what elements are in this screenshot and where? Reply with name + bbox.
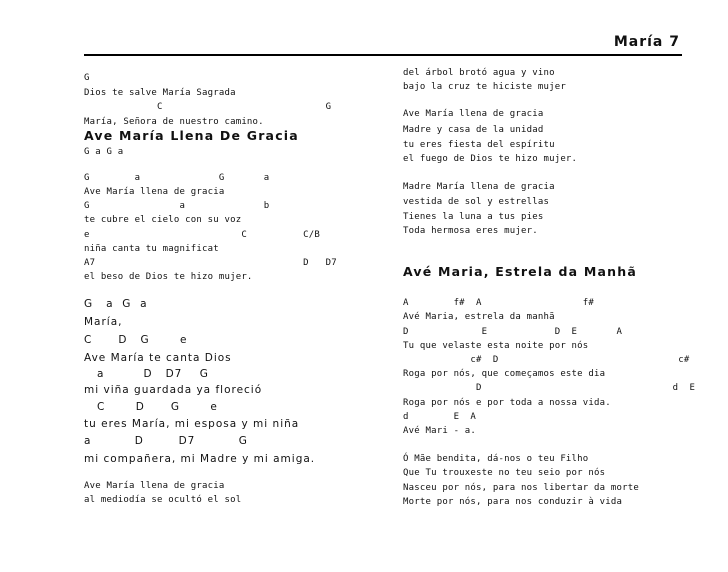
chord-line: A f# A f# — [403, 298, 595, 308]
lyric-line: Ave María llena de gracia — [84, 481, 225, 491]
chord-line: C G — [84, 102, 332, 112]
lyric-line: el beso de Dios te hizo mujer. — [84, 272, 253, 282]
lyric-line: Que Tu trouxeste no teu seio por nós — [403, 468, 606, 478]
lyric-line: Avé Mari - a. — [403, 426, 477, 436]
left-column — [84, 0, 384, 572]
chord-line: c# D c# — [403, 355, 690, 365]
lyric-line: Roga por nós e por toda a nossa vida. — [403, 398, 611, 408]
chord-line: C D G e — [84, 334, 188, 346]
lyric-line: del árbol brotó agua y vino — [403, 68, 555, 78]
lyric-line: te cubre el cielo con su voz — [84, 215, 242, 225]
lyric-line: Morte por nós, para nos conduzir à vida — [403, 497, 623, 507]
song-title: Avé Maria, Estrela da Manhã — [403, 264, 637, 279]
lyric-line: Nasceu por nós, para nos libertar da morte — [403, 483, 639, 493]
lyric-line: Madre y casa de la unidad — [403, 125, 544, 135]
lyric-line: María, — [84, 316, 123, 328]
lyric-line: Ave María llena de gracia — [403, 109, 544, 119]
lyric-line: al mediodía se ocultó el sol — [84, 495, 242, 505]
chord-line: C D G e — [84, 401, 218, 413]
chord-line: G a G a — [84, 147, 124, 157]
lyric-line: mi compañera, mi Madre y mi amiga. — [84, 453, 316, 465]
lyric-line: el fuego de Dios te hizo mujer. — [403, 154, 578, 164]
lyric-line: Ó Mãe bendita, dá-nos o teu Filho — [403, 454, 589, 464]
chord-line: G — [84, 73, 90, 83]
lyric-line: Ave María te canta Dios — [84, 352, 232, 364]
lyric-line: niña canta tu magnificat — [84, 244, 219, 254]
lyric-line: vestida de sol y estrellas — [403, 197, 550, 207]
lyric-line: Roga por nós, que começamos este dia — [403, 369, 606, 379]
song-title: Ave María Llena De Gracia — [84, 128, 299, 143]
lyric-line: mi viña guardada ya floreció — [84, 384, 263, 396]
chord-line: d E A — [403, 412, 477, 422]
chord-line: a D D7 G — [84, 368, 209, 380]
lyric-line: Madre María llena de gracia — [403, 182, 555, 192]
chord-line: D E D E A — [403, 327, 623, 337]
page-header-title: María 7 — [613, 34, 680, 50]
chord-line: G a b — [84, 201, 270, 211]
lyric-line: bajo la cruz te hiciste mujer — [403, 82, 566, 92]
lyric-line: Avé Maria, estrela da manhã — [403, 312, 555, 322]
lyric-line: María, Señora de nuestro camino. — [84, 117, 264, 127]
chord-line: e C C/B — [84, 230, 320, 240]
chord-line: A7 D D7 — [84, 258, 337, 268]
lyric-line: tu eres María, mi esposa y mi niña — [84, 418, 300, 430]
lyric-line: tu eres fiesta del espíritu — [403, 140, 555, 150]
chord-line: D d E — [403, 383, 696, 393]
chord-line: G a G a — [84, 173, 270, 183]
right-column — [403, 0, 696, 572]
chord-line: a D D7 G — [84, 435, 248, 447]
lyric-line: Toda hermosa eres mujer. — [403, 226, 538, 236]
lyric-line: Tu que velaste esta noite por nós — [403, 341, 589, 351]
lyric-line: Tienes la luna a tus pies — [403, 212, 544, 222]
lyric-line: Dios te salve María Sagrada — [84, 88, 236, 98]
lyric-line: Ave María llena de gracia — [84, 187, 225, 197]
chord-line: G a G a — [84, 298, 148, 310]
